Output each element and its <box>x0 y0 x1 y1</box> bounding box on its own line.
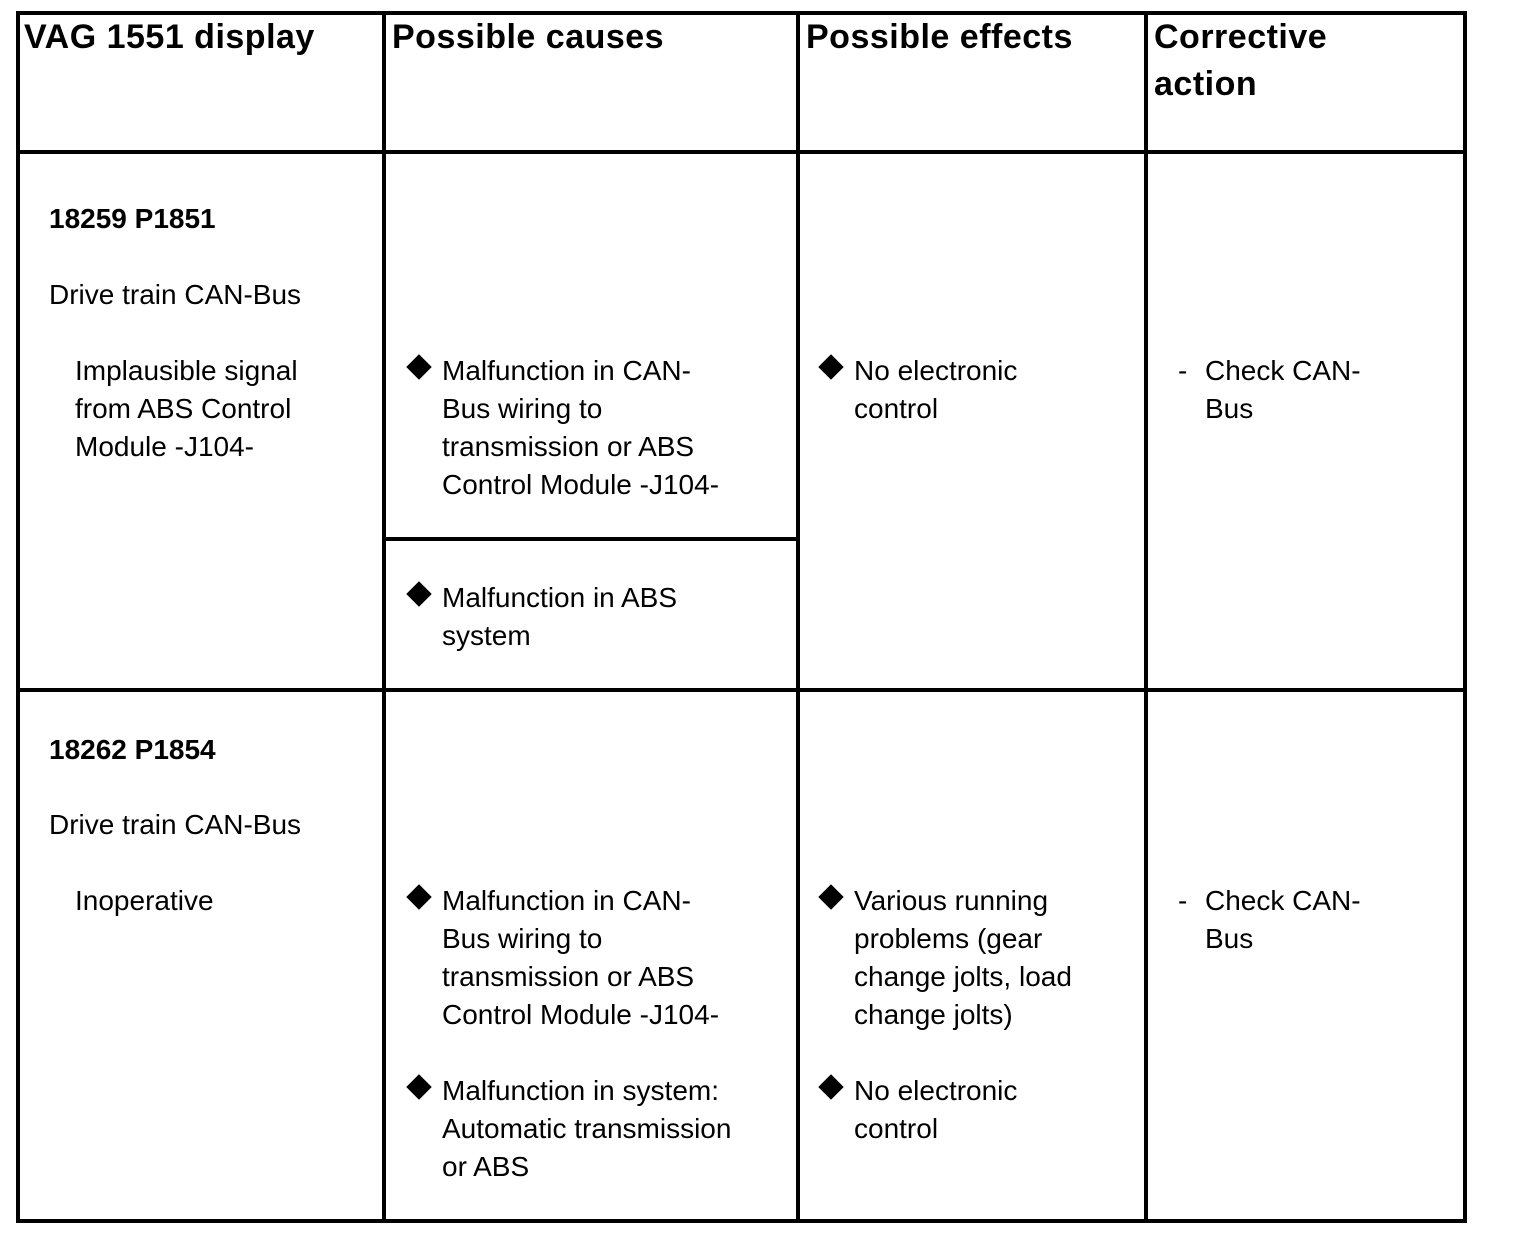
fault-code: 18259 P1851 <box>49 203 216 234</box>
table-border-right <box>1463 11 1467 1223</box>
fault-code: 18262 P1854 <box>49 734 216 765</box>
dash-bullet: - <box>1178 885 1188 916</box>
bullet-diamond-icon <box>818 1074 843 1099</box>
bullet-diamond-icon <box>406 581 431 606</box>
header-divider <box>16 150 1467 154</box>
effect-item: No electronic control <box>854 355 1018 424</box>
header-corrective-action: Corrective action <box>1154 18 1328 103</box>
column-divider-3 <box>1144 11 1148 1223</box>
cause-item: Malfunction in ABS system <box>442 582 678 651</box>
bullet-diamond-icon <box>818 884 843 909</box>
row-divider <box>16 688 1467 692</box>
bullet-diamond-icon <box>406 1074 431 1099</box>
fault-system: Drive train CAN-Bus <box>49 809 302 840</box>
cause-item: Malfunction in CAN- Bus wiring to transmission or ABS Control Module -J104- <box>442 355 720 500</box>
fault-description: Inoperative <box>75 885 214 916</box>
effect-item: Various running problems (gear change jolts, load change jolts) <box>854 885 1072 1030</box>
header-possible-effects: Possible effects <box>806 18 1073 56</box>
cause-item: Malfunction in CAN- Bus wiring to transmission or ABS Control Module -J104- <box>442 885 720 1030</box>
effect-item: No electronic control <box>854 1075 1018 1144</box>
dash-bullet: - <box>1178 355 1188 386</box>
column-divider-2 <box>796 11 800 1223</box>
corrective-action: Check CAN- Bus <box>1205 885 1361 954</box>
corrective-action: Check CAN- Bus <box>1205 355 1361 424</box>
table-border-left <box>16 11 20 1223</box>
bullet-diamond-icon <box>818 354 843 379</box>
cause-item: Malfunction in system: Automatic transmission or ABS <box>442 1075 732 1182</box>
header-vag-display: VAG 1551 display <box>24 18 315 56</box>
fault-description: Implausible signal from ABS Control Module -J104- <box>75 355 298 462</box>
fault-system: Drive train CAN-Bus <box>49 279 302 310</box>
cause-divider-row1 <box>384 537 800 541</box>
column-divider-1 <box>382 11 386 1223</box>
table-border-bottom <box>16 1219 1467 1223</box>
bullet-diamond-icon <box>406 354 431 379</box>
header-possible-causes: Possible causes <box>392 18 665 56</box>
bullet-diamond-icon <box>406 884 431 909</box>
